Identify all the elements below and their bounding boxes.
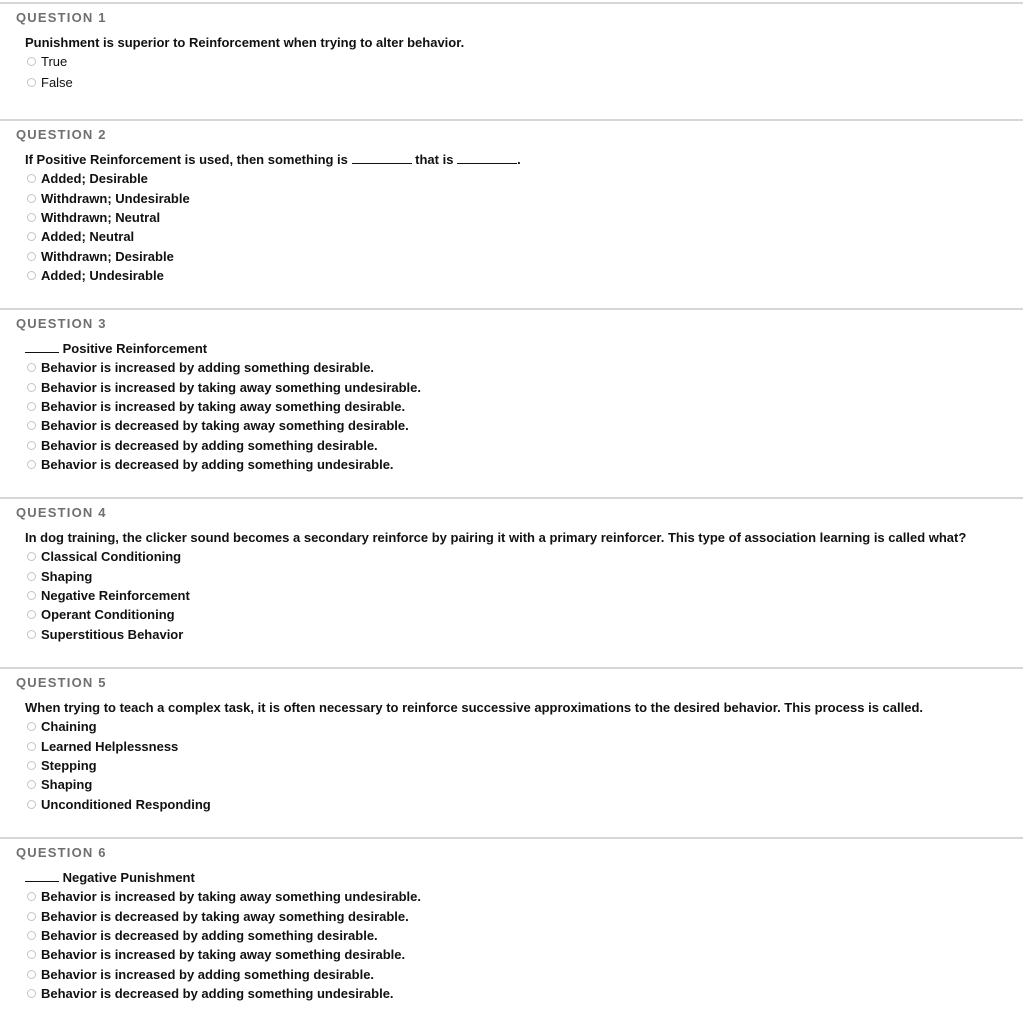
question-1 (0, 2, 1023, 120)
radio-button-icon[interactable] (27, 194, 36, 203)
radio-button-icon[interactable] (27, 950, 36, 959)
answer-list (25, 51, 73, 93)
answer-label: Behavior is decreased by adding something desirable. (41, 437, 378, 453)
radio-button-icon[interactable] (27, 383, 36, 392)
answer-option[interactable] (25, 227, 190, 246)
radio-button-icon[interactable] (27, 591, 36, 600)
radio-button-icon[interactable] (27, 989, 36, 998)
answer-option[interactable] (25, 416, 421, 435)
answer-label: Behavior is increased by taking away something undesirable. (41, 889, 422, 905)
radio-button-icon[interactable] (27, 722, 36, 731)
answer-label: Added; Neutral (41, 229, 135, 245)
radio-button-icon[interactable] (27, 363, 36, 372)
fill-in-blank (352, 153, 412, 164)
radio-button-icon[interactable] (27, 970, 36, 979)
radio-button-icon[interactable] (27, 931, 36, 940)
answer-label: Superstitious Behavior (41, 626, 184, 642)
answer-option[interactable] (25, 586, 190, 605)
answer-option[interactable] (25, 756, 211, 775)
fill-in-blank (25, 871, 59, 882)
answer-label: Unconditioned Responding (41, 796, 211, 812)
question-header: QUESTION 4 (16, 505, 107, 520)
radio-button-icon[interactable] (27, 552, 36, 561)
question-header: QUESTION 1 (16, 10, 107, 25)
radio-button-icon[interactable] (27, 441, 36, 450)
answer-label: Behavior is increased by taking away something desirable. (41, 398, 406, 414)
answer-option[interactable] (25, 188, 190, 207)
radio-button-icon[interactable] (27, 78, 36, 87)
answer-label: Behavior is increased by taking away something desirable. (41, 947, 406, 963)
radio-button-icon[interactable] (27, 402, 36, 411)
question-text (25, 870, 195, 885)
answer-label: Withdrawn; Neutral (41, 209, 161, 225)
answer-label: Behavior is decreased by adding something desirable. (41, 927, 378, 943)
question-2 (0, 119, 1023, 309)
question-3 (0, 308, 1023, 498)
answer-label: Classical Conditioning (41, 549, 182, 565)
answer-list (25, 717, 211, 814)
question-header: QUESTION 2 (16, 127, 107, 142)
answer-label: Added; Undesirable (41, 268, 164, 284)
radio-button-icon[interactable] (27, 572, 36, 581)
answer-option[interactable] (25, 208, 190, 227)
radio-button-icon[interactable] (27, 460, 36, 469)
answer-label: Withdrawn; Desirable (41, 248, 174, 264)
answer-option[interactable] (25, 625, 190, 644)
radio-button-icon[interactable] (27, 761, 36, 770)
answer-option[interactable] (25, 717, 211, 736)
question-text: In dog training, the clicker sound becomes a secondary reinforce by pairing it with a primary reinforcer. This type of association learning is called what? (25, 530, 967, 545)
answer-option[interactable] (25, 984, 421, 1003)
answer-label: Behavior is decreased by adding something undesirable. (41, 986, 394, 1002)
answer-option[interactable] (25, 605, 190, 624)
answer-option[interactable] (25, 926, 421, 945)
question-text (25, 341, 207, 356)
question-text-part: that is (415, 152, 454, 167)
fill-in-blank (457, 153, 517, 164)
answer-option[interactable] (25, 436, 421, 455)
answer-list (25, 358, 421, 474)
answer-option[interactable] (25, 795, 211, 814)
answer-option[interactable] (25, 887, 421, 906)
answer-option[interactable] (25, 906, 421, 925)
radio-button-icon[interactable] (27, 232, 36, 241)
question-text (25, 152, 521, 167)
answer-label: Added; Desirable (41, 171, 148, 187)
radio-button-icon[interactable] (27, 252, 36, 261)
answer-option[interactable] (25, 566, 190, 585)
question-text-part: . (517, 152, 521, 167)
answer-label: True (41, 54, 68, 69)
answer-label: Behavior is decreased by taking away something desirable. (41, 418, 409, 434)
radio-button-icon[interactable] (27, 174, 36, 183)
radio-button-icon[interactable] (27, 630, 36, 639)
question-header: QUESTION 5 (16, 675, 107, 690)
question-header: QUESTION 3 (16, 316, 107, 331)
answer-label: Negative Reinforcement (41, 587, 190, 603)
answer-label: Behavior is increased by adding something desirable. (41, 360, 375, 376)
answer-option[interactable] (25, 547, 190, 566)
question-text-part: Negative Punishment (62, 870, 195, 885)
answer-option[interactable] (25, 397, 421, 416)
radio-button-icon[interactable] (27, 57, 36, 66)
answer-list (25, 547, 190, 644)
answer-label: Shaping (41, 568, 93, 584)
radio-button-icon[interactable] (27, 213, 36, 222)
radio-button-icon[interactable] (27, 421, 36, 430)
answer-option[interactable] (25, 169, 190, 188)
question-text-part: Positive Reinforcement (62, 341, 208, 356)
answer-label: Behavior is decreased by adding something undesirable. (41, 457, 394, 473)
radio-button-icon[interactable] (27, 610, 36, 619)
answer-option[interactable] (25, 775, 211, 794)
answer-label: Learned Helplessness (41, 738, 179, 754)
question-5 (0, 667, 1023, 838)
answer-label: Shaping (41, 777, 93, 793)
radio-button-icon[interactable] (27, 780, 36, 789)
question-text: Punishment is superior to Reinforcement when trying to alter behavior. (25, 35, 465, 50)
radio-button-icon[interactable] (27, 892, 36, 901)
answer-option[interactable] (25, 945, 421, 964)
question-4 (0, 497, 1023, 668)
answer-label: Chaining (41, 719, 97, 735)
answer-option[interactable] (25, 455, 421, 474)
fill-in-blank (25, 342, 59, 353)
answer-list (25, 887, 421, 1003)
answer-option[interactable] (25, 358, 421, 377)
answer-label: Operant Conditioning (41, 607, 175, 623)
question-6 (0, 837, 1023, 1024)
radio-button-icon[interactable] (27, 800, 36, 809)
answer-option[interactable] (25, 736, 211, 755)
question-text: When trying to teach a complex task, it is often necessary to reinforce successive approximations to the desired behavior. This process is called. (25, 700, 924, 715)
answer-option-true[interactable] (25, 51, 73, 72)
answer-list (25, 169, 190, 285)
question-header: QUESTION 6 (16, 845, 107, 860)
answer-option[interactable] (25, 247, 190, 266)
answer-label: Behavior is decreased by taking away something desirable. (41, 908, 409, 924)
answer-label: False (41, 75, 73, 90)
answer-option[interactable] (25, 377, 421, 396)
radio-button-icon[interactable] (27, 271, 36, 280)
answer-label: Stepping (41, 757, 97, 773)
answer-option[interactable] (25, 965, 421, 984)
answer-label: Withdrawn; Undesirable (41, 190, 190, 206)
answer-label: Behavior is increased by taking away something undesirable. (41, 379, 422, 395)
answer-label: Behavior is increased by adding something desirable. (41, 966, 375, 982)
answer-option[interactable] (25, 266, 190, 285)
radio-button-icon[interactable] (27, 742, 36, 751)
radio-button-icon[interactable] (27, 912, 36, 921)
question-text-part: If Positive Reinforcement is used, then something is (25, 152, 348, 167)
answer-option-false[interactable] (25, 72, 73, 93)
